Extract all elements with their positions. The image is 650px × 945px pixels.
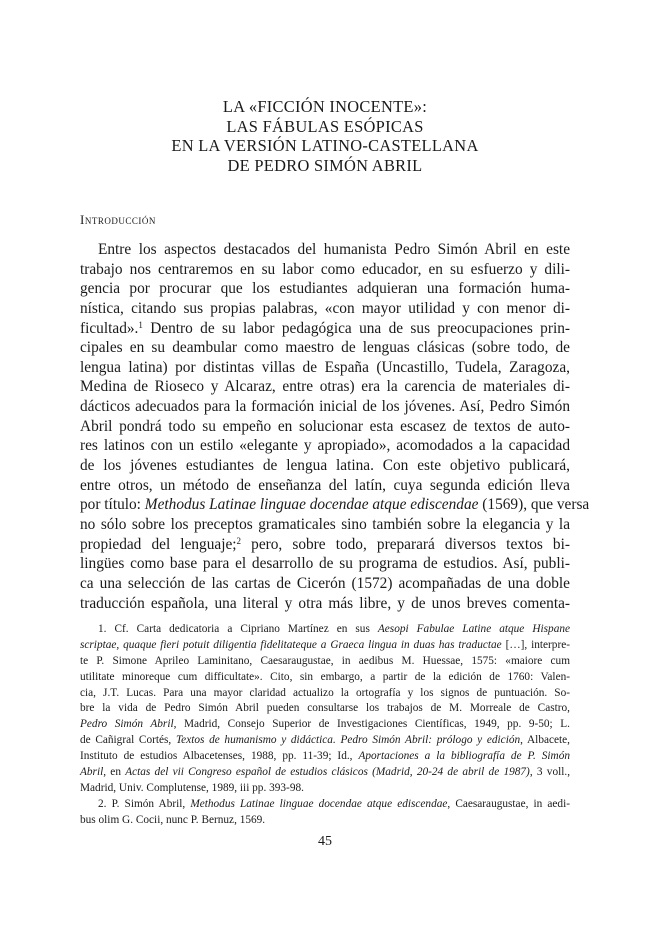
title-line: EN LA VERSIÓN LATINO-CASTELLANA: [171, 136, 479, 155]
footnote-1-line: utilitate minoreque cum difficultate». Cito, sin embargo, a partir de la edición de 1760: Valen-: [80, 670, 570, 683]
body-line: cipales en su deambular como maestro de lenguas clásicas (sobre todo, de: [80, 339, 570, 357]
footnote-1-line: de Cañigral Cortés, Textos de humanismo y didáctica. Pedro Simón Abril: prólogo y edición, Albacete,: [80, 734, 570, 747]
body-line: lengua latina) por distintas villas de España (Uncastillo, Tudela, Zaragoza,: [80, 358, 570, 376]
section-heading: Introducción: [80, 212, 156, 227]
body-line: entre otros, un método de enseñanza del latín, cuya segunda edición lleva: [80, 476, 570, 494]
footnote-ref[interactable]: 2: [236, 535, 242, 546]
footnote-1-line: Madrid, Univ. Complutense, 1989, iii pp. 393-98.: [80, 781, 304, 794]
footnote-1-line: Abril, en Actas del vii Congreso español de estudios clásicos (Madrid, 20-24 de abril de 1987), 3 voll.,: [80, 766, 571, 779]
body-line: trabajo nos centraremos en su labor como educador, en su esfuerzo y dili-: [80, 260, 570, 278]
body-line: Medina de Rioseco y Alcaraz, entre otras) era la carencia de materiales di-: [80, 378, 570, 396]
footnote-1-line: bre la vida de Pedro Simón Abril pueden consultarse los trabajos de M. Morreale de Castro,: [80, 702, 570, 715]
footnote-1-line: Instituto de estudios Albacetenses, 1988, pp. 11-39; Id., Aportaciones a la bibliografía de P. Simón: [80, 750, 570, 763]
book-title: Methodus Latinae linguae docendae atque ediscendae: [144, 496, 479, 514]
body-line: ficultad».$^1$ Dentro de su labor pedagógica una de sus preocupaciones prin-: [80, 319, 570, 337]
footnotes: [80, 622, 570, 829]
body-line: lingües como base para el desarrollo de su programa de estudios. Así, publi-: [80, 555, 570, 573]
body-line: gencia por procurar que los estudiantes adquieran una formación huma-: [80, 280, 570, 298]
body-line: dácticos adecuados para la formación inicial de los jóvenes. Así, Pedro Simón: [80, 398, 570, 416]
footnote-1-line: 1. Cf. Carta dedicatoria a Cipriano Martínez en sus Aesopi Fabulae Latine atque Hispane: [98, 623, 571, 635]
title-line: DE PEDRO SIMÓN ABRIL: [227, 155, 423, 175]
footnote-1-line: scriptae, quaque fieri potuit diligentia fidelitateque a Graeca lingua in duas has traductae […], interpre-: [80, 638, 570, 651]
footnote-1-line: te P. Simone Aprileo Laminitano, Caesaraugustae, in aedibus M. Huessae, 1575: «maiore cum: [80, 654, 570, 667]
body-line: traducción española, una literal y otra más libre, y de unos breves comenta-: [80, 594, 570, 612]
chapter-title: [80, 97, 570, 175]
body-line: no sólo sobre los preceptos gramaticales sino también sobre la elegancia y la: [80, 515, 570, 533]
footnote-1-line: cia, J.T. Lucas. Para una mayor claridad actualizo la ortografía y los signos de puntuación. So-: [80, 686, 570, 699]
page-number: 45: [318, 834, 332, 849]
body-line: por título: Methodus Latinae linguae docendae atque ediscendae (1569), que versa: [80, 496, 590, 514]
footnote-1-line: Pedro Simón Abril, Madrid, Consejo Superior de Investigaciones Científicas, 1949, pp. 9-50; L.: [80, 718, 570, 731]
body-line: de los jóvenes estudiantes de lengua latina. Con este objetivo publicará,: [80, 457, 570, 475]
footnote-2-line: 2. P. Simón Abril, Methodus Latinae linguae docendae atque ediscendae, Caesaraugustae, in aedi-: [98, 797, 570, 810]
body-line: nística, citando sus propias palabras, «con mayor utilidad y con menor di-: [80, 299, 570, 317]
body-line: ca una selección de las cartas de Cicerón (1572) acompañadas de una doble: [80, 574, 570, 592]
title-line: LAS FÁBULAS ESÓPICAS: [226, 116, 424, 136]
body-line: propiedad del lenguaje;$^2$ pero, sobre todo, preparará diversos textos bi-: [80, 535, 570, 553]
title-line: LA «FICCIÓN INOCENTE»:: [222, 97, 428, 116]
body-paragraph: [80, 240, 590, 613]
body-line: Entre los aspectos destacados del humanista Pedro Simón Abril en este: [98, 241, 570, 258]
body-line: res latinos con un estilo «elegante y apropiado», acomodados a la capacidad: [80, 437, 570, 455]
footnote-ref[interactable]: 1: [138, 319, 143, 330]
body-line: Abril pondrá todo su empeño en solucionar esta escasez de textos de auto-: [80, 417, 570, 435]
footnote-2-line: bus olim G. Cocii, nunc P. Bernuz, 1569.: [80, 813, 266, 826]
